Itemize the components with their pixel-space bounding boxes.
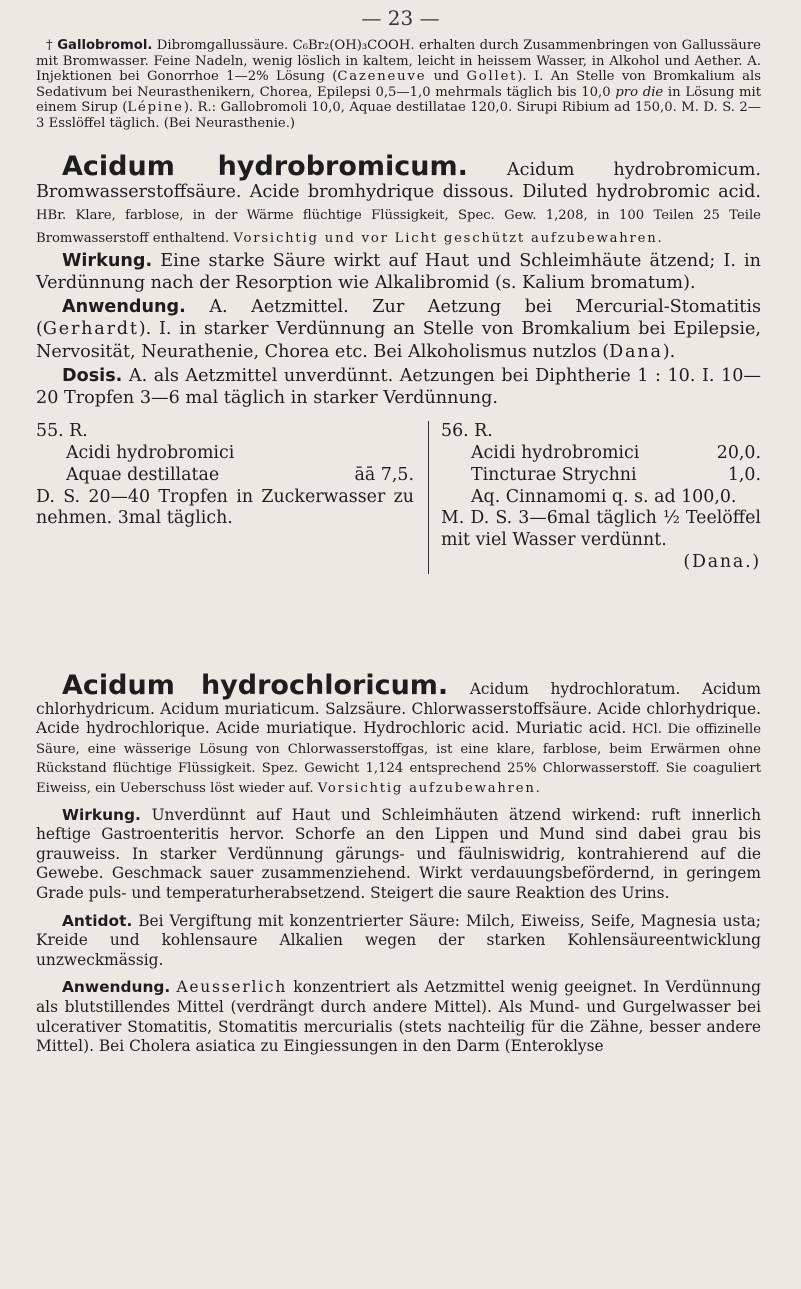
recipe-55-number: 55. R. <box>36 421 88 442</box>
hydrobromicum-dosis <box>36 365 761 409</box>
recipe-56-item <box>441 465 761 487</box>
antidot-text: Bei Vergiftung mit konzentrierter Säure: Milch, Eiweiss, Seife, Magnesia usta; Kreide und kohlensaure Alkalien wegen der starken Kohlensäureentwicklung unzweckmässig. <box>36 911 761 969</box>
gallobromol-text: Dibromgallussäure. C₆Br₂(OH)₃COOH. erhalten durch Zusammenbringen von Gallussäure mit Bromwasser. Feine Nadeln, wenig löslich in kaltem, leicht in heissem Wasser, in Alkohol und Aether. A. Injektionen bei Gonorrhoe 1—2% Lösung ( <box>36 38 761 85</box>
recipe-56-item-name: Tincturae Strychni <box>471 464 637 485</box>
page-number: — 23 — <box>361 6 440 30</box>
recipe-56-item <box>441 487 761 509</box>
recipe-56-item-name: Aq. Cinnamomi q. s. ad 100,0. <box>471 486 737 507</box>
hydrobromicum-title: Acidum hydrobromicum. <box>62 151 468 182</box>
recipe-56-source: (Dana.) <box>683 552 761 573</box>
recipe-56-number: 56. R. <box>441 421 493 442</box>
anwendung-text: A. Aetzmittel. Zur Aetzung bei Mercurial-Stomatitis ( <box>36 297 761 340</box>
gallobromol-text4: ). R.: Gallobromoli 10,0, Aquae destillatae 120,0. Sirupi Ribium ad 150,0. M. D. S. 2—3 Esslöffel täglich. (Bei Neurasthenie.) <box>36 100 761 131</box>
author-lepine: Lépine <box>127 100 184 116</box>
hydrobromicum-synonyms: Acidum hydrobromicum. Bromwasserstoffsäure. Acide bromhydrique dissous. Diluted hydrobromic acid. <box>36 160 761 203</box>
hydrochloricum-caution: Vorsichtig aufzubewahren. <box>317 780 542 796</box>
recipe-55 <box>36 421 428 574</box>
gallobromol-name: Gallobromol. <box>57 38 153 53</box>
recipe-56-item <box>441 443 761 465</box>
hydrobromicum-head <box>36 151 761 248</box>
wirkung-label: Wirkung. <box>62 250 153 271</box>
wirkung-text: Unverdünnt auf Haut und Schleimhäuten ätzend wirkend: ruft innerlich heftige Gastroenteritis hervor. Schorfe an den Lippen und Mund sind dabei grau bis grauweiss. In starker Verdünnung gärungs- und fäulniswidrig, kontrahierend auf die Gewebe. Geschmack sauer zusammenziehend. Wirkt verdauungsbefördernd, in geringem Grade puls- und temperaturherabsetzend. Steigert die saure Reaktion des Urins. <box>36 805 761 902</box>
hydrobromicum-desc: HBr. Klare, farblose, in der Wärme flüchtige Flüssigkeit, Spec. Gew. 1,208, in 100 Teilen 25 Teile Bromwasserstoff enthaltend. <box>36 208 761 246</box>
recipe-55-line1: Acidi hydrobromici <box>66 443 235 464</box>
anwendung-label: Anwendung. <box>62 297 186 318</box>
hydrobromicum-anwendung <box>36 296 761 363</box>
hydrochloricum-wirkung <box>36 806 761 904</box>
recipe-55-line2-amount: āā 7,5. <box>354 464 414 485</box>
anwendung-text3: ). <box>662 341 676 362</box>
gallobromol-text3: in Lösung mit einem Sirup ( <box>36 84 762 116</box>
hydrochloricum-antidot <box>36 912 761 971</box>
hydrochloricum-synonyms: Acidum hydrochloratum. Acidum chlorhydricum. Acidum muriaticum. Salzsäure. Chlorwasserstoffsäure. Acide chlorhydrique. Acide hydrochlorique. Acide muriatique. Hydrochloric acid. Muriatic acid. <box>36 680 761 738</box>
wirkung-label: Wirkung. <box>62 805 141 824</box>
author-gollet: Gollet <box>466 69 518 85</box>
hydrobromicum-caution: Vorsichtig und vor Licht geschützt aufzubewahren. <box>233 230 664 246</box>
hydrochloricum-section <box>36 670 761 1057</box>
author-gerhardt: Gerhardt <box>42 319 139 340</box>
hydrochloricum-anwendung <box>36 978 761 1056</box>
antidot-label: Antidot. <box>62 911 133 930</box>
recipe-55-line2-name: Aquae destillatae <box>66 464 220 485</box>
author-cazeneuve: Cazeneuve <box>337 69 427 85</box>
dosis-text: A. als Aetzmittel unverdünnt. Aetzungen bei Diphtherie 1 : 10. I. 10—20 Tropfen 3—6 mal täglich in starker Verdünnung. <box>36 365 761 409</box>
pro-die: pro die <box>615 84 664 100</box>
hydrobromicum-wirkung <box>36 250 761 294</box>
recipe-56-item-name: Acidi hydrobromici <box>471 443 640 464</box>
recipe-56-signature: M. D. S. 3—6mal täglich ½ Teelöffel mit viel Wasser verdünnt. <box>441 508 761 551</box>
recipes-block <box>36 421 761 574</box>
anwendung-text2: ). I. in starker Verdünnung an Stelle von Bromkalium bei Epilepsie, Nervosität, Neurathenie, Chorea etc. Bei Alkoholismus nutzlos ( <box>36 319 761 362</box>
recipe-56-item-amount: 1,0. <box>727 464 761 485</box>
aeusserlich-label: Aeusserlich <box>176 978 288 997</box>
hydrobromicum-section <box>36 151 761 574</box>
recipe-55-signature: D. S. 20—40 Tropfen in Zuckerwasser zu nehmen. 3mal täglich. <box>36 486 414 529</box>
hydrochloricum-head <box>36 670 761 798</box>
recipe-55-line2 <box>36 465 414 487</box>
wirkung-text: Eine starke Säure wirkt auf Haut und Schleimhäute ätzend; I. in Verdünnung nach der Resorption wie Alkalibromid (s. Kalium bromatum). <box>36 250 761 294</box>
recipe-56 <box>428 421 761 574</box>
gallobromol-text2: ). I. An Stelle von Bromkalium als Sedativum bei Neurasthenikern, Chorea, Epilepsi 0,5—1,0 mehrmals täglich bis 10,0 <box>36 69 761 100</box>
anwendung-text: konzentriert als Aetzmittel wenig geeignet. In Verdünnung als blutstillendes Mittel (verdrängt durch andere Mittel). Als Mund- und Gurgelwasser bei ulcerativer Stomatitis, Stomatitis mercurialis (stets nachteilig für die Zähne, besser andere Mittel). Bei Cholera asiatica zu Eingiessungen in den Darm (Enteroklyse <box>36 978 761 1056</box>
gallobromol-entry <box>36 38 761 132</box>
hydrochloricum-title: Acidum hydrochloricum. <box>62 670 449 701</box>
dosis-label: Dosis. <box>62 365 123 386</box>
and-text: und <box>426 69 467 85</box>
recipe-56-item-amount: 20,0. <box>716 443 761 464</box>
hydrochloricum-desc: HCl. Die offizinelle Säure, eine wässerige Lösung von Chlorwasserstoffgas, ist eine klare, farblose, beim Erwärmen ohne Rückstand flüchtige Flüssigkeit. Spez. Gewicht 1,124 entsprechend 25% Chlorwasserstoff. Sie coaguliert Eiweiss, ein Ueberschuss löst wieder auf. <box>36 722 761 796</box>
anwendung-label: Anwendung. <box>62 978 171 997</box>
cross-mark: † <box>46 38 53 53</box>
author-dana: Dana <box>609 341 663 362</box>
